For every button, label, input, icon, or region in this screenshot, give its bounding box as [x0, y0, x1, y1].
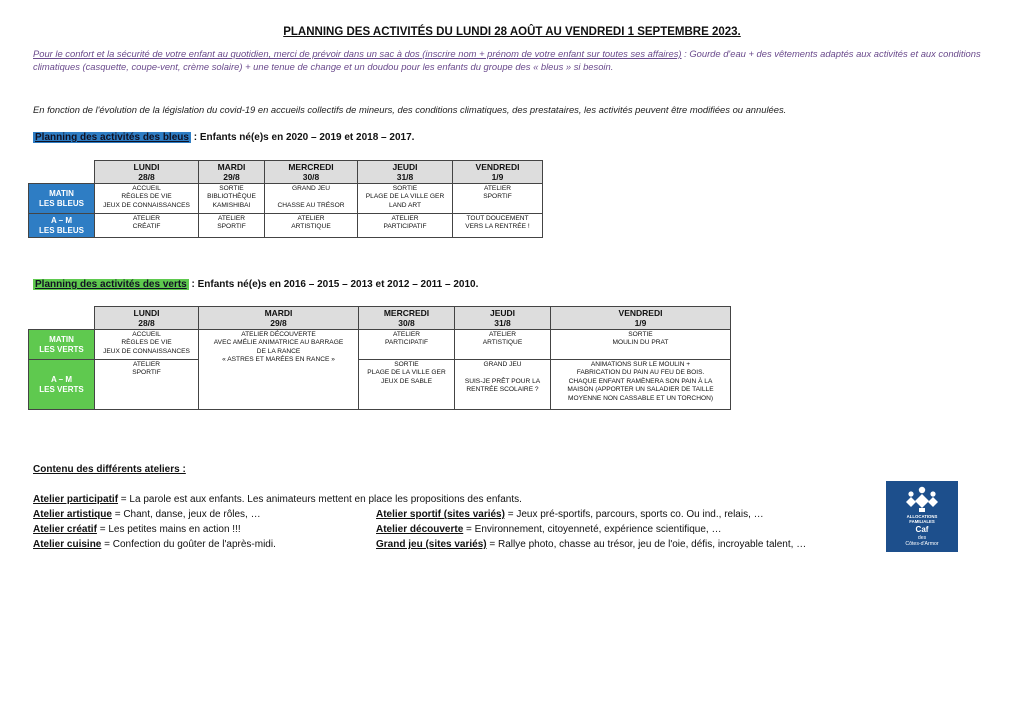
table-corner	[29, 307, 95, 330]
bleus-desc: : Enfants né(e)s en 2020 – 2019 et 2018 – 2017.	[190, 132, 415, 143]
row-label: MATIN LES BLEUS	[29, 184, 95, 214]
def-cuisine	[33, 539, 276, 550]
bleus-table	[28, 160, 543, 238]
activity-cell: ATELIER SPORTIF	[95, 360, 199, 410]
def-text: = Confection du goûter de l'après-midi.	[101, 539, 276, 550]
day-header: LUNDI 28/8	[95, 307, 199, 330]
day-header: LUNDI 28/8	[95, 161, 199, 184]
row-label: A – M LES BLEUS	[29, 214, 95, 238]
bleus-label: Planning des activités des bleus	[35, 132, 189, 143]
def-text: = Chant, danse, jeux de rôles, …	[111, 509, 261, 520]
activity-cell: ATELIER PARTICIPATIF	[359, 330, 455, 360]
day-header: MARDI 29/8	[199, 161, 265, 184]
def-participatif	[33, 494, 522, 505]
day-header: MERCREDI 30/8	[265, 161, 358, 184]
bleus-heading	[33, 132, 414, 143]
day-header: VENDREDI 1/9	[453, 161, 543, 184]
def-text: = Environnement, citoyenneté, expérience scientifique, …	[463, 524, 722, 535]
covid-note: En fonction de l'évolution de la législation du covid-19 en accueils collectifs de mineurs, des conditions climatiques, des prestataires, les activités peuvent être modifiées ou annulées.	[33, 104, 787, 115]
logo-line2: Caf	[915, 525, 929, 534]
activity-cell: GRAND JEU SUIS-JE PRÊT POUR LA RENTRÉE SCOLAIRE ?	[455, 360, 551, 410]
intro-underlined: Pour le confort et la sécurité de votre enfant au quotidien, merci de prévoir dans un sac à dos (inscrire nom + prénom de votre enfant sur toutes ses affaires)	[33, 48, 682, 59]
activity-cell: TOUT DOUCEMENT VERS LA RENTRÉE !	[453, 214, 543, 238]
def-name: Grand jeu (sites variés)	[376, 539, 487, 550]
page-title: PLANNING DES ACTIVITÉS DU LUNDI 28 AOÛT AU VENDREDI 1 SEPTEMBRE 2023.	[283, 26, 741, 38]
def-text: = Rallye photo, chasse au trésor, jeu de l'oie, défis, incroyable talent, …	[486, 539, 807, 550]
caf-logo	[886, 481, 958, 552]
activity-cell: ATELIER PARTICIPATIF	[358, 214, 453, 238]
activity-cell: GRAND JEU CHASSE AU TRÉSOR	[265, 184, 358, 214]
caf-family-icon	[902, 485, 942, 513]
activity-cell: ANIMATIONS SUR LE MOULIN + FABRICATION DU PAIN AU FEU DE BOIS. CHAQUE ENFANT RAMÈNERA SON PAIN À LA MAISON (APPORTER UN SALADIER DE TAILLE MOYENNE NON CASSABLE ET UN TORCHON)	[551, 360, 731, 410]
day-header: VENDREDI 1/9	[551, 307, 731, 330]
verts-desc: : Enfants né(e)s en 2016 – 2015 – 2013 et 2012 – 2011 – 2010.	[188, 279, 479, 290]
def-artistique	[33, 509, 261, 520]
intro-rest: : Gourde d'eau + des vêtements adaptés aux activités et aux conditions climatiques (casquette, coupe-vent, crème solaire) + une tenue de change et un doudou pour les enfants du groupe des « bleus » si besoin.	[33, 48, 981, 72]
contenu-title: Contenu des différents ateliers :	[33, 464, 186, 475]
logo-line3: des Côtes-d'Armor	[905, 535, 939, 547]
def-text: = Les petites mains en action !!!	[96, 524, 241, 535]
def-name: Atelier cuisine	[33, 539, 102, 550]
verts-label: Planning des activités des verts	[35, 279, 187, 290]
row-label: A – M LES VERTS	[29, 360, 95, 410]
activity-cell: ATELIER ARTISTIQUE	[455, 330, 551, 360]
def-name: Atelier découverte	[376, 524, 464, 535]
def-grand-jeu	[376, 539, 806, 550]
activity-cell: SORTIE PLAGE DE LA VILLE GER LAND ART	[358, 184, 453, 214]
intro-note	[33, 47, 993, 73]
def-decouverte	[376, 524, 721, 535]
verts-heading	[33, 279, 478, 290]
def-name: Atelier artistique	[33, 509, 112, 520]
activity-cell: ACCUEIL RÈGLES DE VIE JEUX DE CONNAISSANCES	[95, 184, 199, 214]
def-text: = La parole est aux enfants. Les animateurs mettent en place les propositions des enfants.	[118, 494, 522, 505]
activity-cell: ATELIER CRÉATIF	[95, 214, 199, 238]
def-name: Atelier sportif (sites variés)	[376, 509, 505, 520]
activity-cell: SORTIE MOULIN DU PRAT	[551, 330, 731, 360]
activity-cell: ATELIER ARTISTIQUE	[265, 214, 358, 238]
table-corner	[29, 161, 95, 184]
activity-cell: ATELIER DÉCOUVERTE AVEC AMÉLIE ANIMATRICE AU BARRAGE DE LA RANCE « ASTRES ET MARÉES EN RANCE »	[199, 330, 359, 410]
day-header: JEUDI 31/8	[358, 161, 453, 184]
def-text: = Jeux pré-sportifs, parcours, sports co. Ou ind., relais, …	[504, 509, 764, 520]
day-header: MARDI 29/8	[199, 307, 359, 330]
row-label: MATIN LES VERTS	[29, 330, 95, 360]
activity-cell: SORTIE BIBLIOTHÈQUE KAMISHIBAI	[199, 184, 265, 214]
day-header: MERCREDI 30/8	[359, 307, 455, 330]
activity-cell: SORTIE PLAGE DE LA VILLE GER JEUX DE SABLE	[359, 360, 455, 410]
def-name: Atelier créatif	[33, 524, 97, 535]
def-name: Atelier participatif	[33, 494, 119, 505]
logo-line1: ALLOCATIONS FAMILIALES	[906, 514, 938, 524]
activity-cell: ATELIER SPORTIF	[199, 214, 265, 238]
activity-cell: ACCUEIL RÈGLES DE VIE JEUX DE CONNAISSANCES	[95, 330, 199, 360]
day-header: JEUDI 31/8	[455, 307, 551, 330]
activity-cell: ATELIER SPORTIF	[453, 184, 543, 214]
def-creatif	[33, 524, 241, 535]
verts-table	[28, 306, 731, 410]
def-sportif	[376, 509, 764, 520]
